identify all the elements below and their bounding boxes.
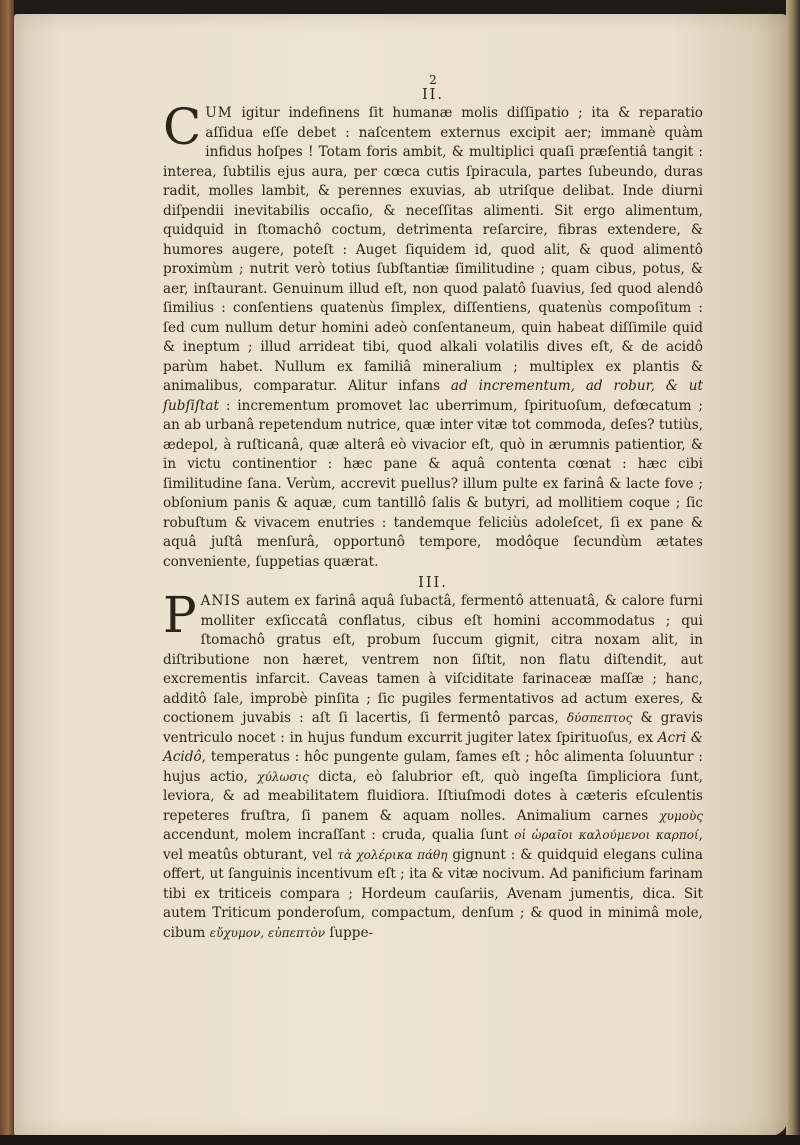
text-run: , temperatus : hôc pungente gulam, fames eſt ; hôc alimenta ſoluuntur : hujus actio, xyxy=(163,749,703,785)
text-run: & gravis ventriculo nocet : in hujus fundum excurrit jugiter latex ſpirituoſus, ex xyxy=(163,710,703,746)
text-run: autem ex farinâ aquâ ſubactâ, fermentô attenuatâ, & calore furni molliter exſiccatâ conflatus, cibus eſt homini accommodatus ; qui ſtomachô gratus eſt, probum ſuccum gignit, citra noxam alit, in diſtributione non hæret, ventrem non ſiſtit, non flatu diſtendit, aut excrementis infarcit. Caveas tamen à viſciditate farinaceæ maſſæ ; hanc, additô ſale, improbè pinſita ; ſic pugiles fermentativos ad actum exeres, & coctionem juvabis : aſt ſi lacertis, ſi fermentô parcas, xyxy=(163,593,703,726)
greek-phrase: οἱ ὡραῖοι καλούμενοι καρποί xyxy=(514,828,699,842)
text-run: ſuppe- xyxy=(325,924,374,941)
paragraph-body xyxy=(163,98,703,570)
scan-bottom-edge xyxy=(0,1135,800,1145)
text-run: : incrementum promovet lac uberrimum, ſpirituoſum, defœcatum ; an ab urbanâ repetendum nutrice, quæ inter vitæ tot commoda, deſes? tutiùs, ædepol, à ruſticanâ, quæ alterâ eò vivacior eſt, quò in ærumnis patientior, & in victu continentior : hæc pane & aquâ contenta cœnat : hæc cibi ſimilitudine ſana. Verùm, accrevit puellus? illum pulte ex farinâ & lacte fove ; obſonium panis & aquæ, cum tantillô ſalis & butyri, ad mollitiem coque ; ſic robuſtum & vivacem enutries : tandemque feliciùs adoleſcet, ſi ex pane & aquâ juſtâ menſurâ, opportunô tempore, modôque ſecundùm ætates conveniente, ſuppetias quærat. xyxy=(163,397,703,570)
italic-phrase: Acri & Acidô xyxy=(163,729,704,765)
greek-phrase: εὔχυμον, εὐπεπτὸν xyxy=(209,925,325,940)
text-run: , vel meatûs obturant, vel xyxy=(163,827,703,863)
text-run: dicta, eò ſalubrior eſt, quò ingeſta ſimpliciora ſunt, leviora, & ad meabilitatem fluidiora. Iſtiuſmodi dotes à cæteris eſculentis repeteres fruſtra, ſi panem & aquam nolles. Animalium carnes xyxy=(163,768,703,824)
section-numeral-iii: III. xyxy=(418,575,448,591)
text-run: gignunt : & quidquid elegans culina offert, ut ſanguinis incentivum eſt ; ita & vitæ nocivum. Ad panificium farinam tibi ex triticeis compara ; Hordeum cauſariis, Avenam jumentis, dica. Sit autem Triticum ponderoſum, compactum, denſum ; & quod in minimâ mole, cibum xyxy=(163,846,703,941)
page-text xyxy=(163,74,703,943)
text-run: accendunt, molem incraſſant : cruda, qualia ſunt xyxy=(163,827,515,843)
greek-phrase: δύσπεπτος xyxy=(566,711,633,725)
greek-phrase: χύλωσις xyxy=(257,769,309,784)
drop-cap: C xyxy=(163,98,202,156)
greek-phrase: χυμοὺς xyxy=(659,808,703,823)
book-cover-edge xyxy=(0,0,14,1145)
page-stack-edge xyxy=(786,0,800,1145)
page-number: 2 xyxy=(429,73,437,87)
text-run: igitur indefinens ſit humanæ molis diſſipatio ; ita & reparatio aſſidua eſſe debet : naſcentem externus excipit aer; immanè quàm infidus hoſpes ! Totam foris ambit, & multiplici quaſi præſentiâ tangit : interea, ſubtilis ejus aura, per cœca cutis ſpiracula, partes ſubeundo, duras radit, molles lambit, & perennes exuvias, ab utriſque delibat. Inde diurni diſpendii inevitabilis occaſio, & neceſſitas alimenti. Sit ergo alimentum, quidquid in ſtomachô coctum, detrimenta reſarcire, fibras extendere, & humores augere, poteſt : Auget ſiquidem id, quod alit, & quod alimentô proximùm ; nutrit verò totius ſubſtantiæ ſimilitudine ; quam cibus, potus, & aer, inſtaurant. Genuinum illud eſt, non quod palatô ſuavius, ſed quod alendô ſimilius : conſentiens quatenùs ſimplex, diſſentiens, quatenùs compoſitum : ſed cum nullum detur homini adeò conſentaneum, quin habeat diſſimile quid & ineptum ; illud arrideat tibi, quod alkali volatilis dives eſt, & de acidô parùm habet. Nullum ex familiâ mineralium ; multiplex ex plantis & animalibus, comparatur. Alitur infans xyxy=(163,105,703,394)
section-paragraph xyxy=(163,586,704,943)
lead-word: UM xyxy=(205,105,233,121)
lead-word: ANIS xyxy=(200,593,242,609)
section-paragraph xyxy=(163,98,703,572)
section-numeral-ii: II. xyxy=(421,87,445,103)
italic-phrase: ad incrementum, ad robur, & ut ſubſiſtat xyxy=(163,378,703,414)
greek-phrase: τὰ χολέρικα πάθη xyxy=(337,847,448,862)
paragraph-body xyxy=(163,586,704,941)
drop-cap: P xyxy=(163,586,197,644)
